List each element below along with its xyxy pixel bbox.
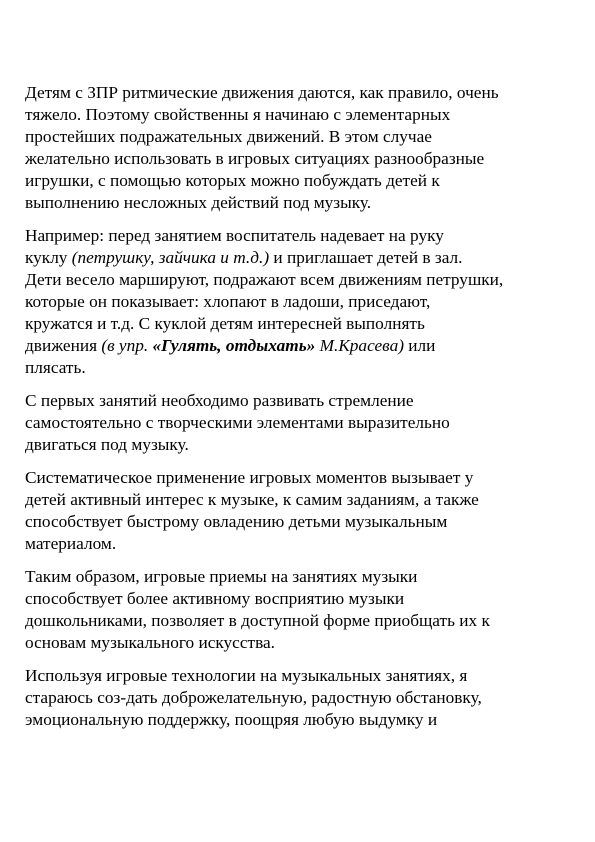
text-run: простейших подражательных движений. В этом случае bbox=[25, 127, 432, 146]
text-run: двигаться под музыку. bbox=[25, 435, 189, 454]
text-run: игрушки, с помощью которых можно побуждать детей к bbox=[25, 171, 440, 190]
text-run: стараюсь соз-дать доброжелательную, радостную обстановку, bbox=[25, 688, 482, 707]
text-run: основам музыкального искусства. bbox=[25, 633, 275, 652]
text-line bbox=[25, 192, 581, 214]
text-run: самостоятельно с творческими элементами выразительно bbox=[25, 413, 450, 432]
text-run: Детям с ЗПР ритмические движения даются, как правило, очень bbox=[25, 83, 499, 102]
text-line bbox=[25, 467, 581, 489]
text-line bbox=[25, 588, 581, 610]
text-run: плясать. bbox=[25, 358, 86, 377]
text-run: выполнению несложных действий под музыку. bbox=[25, 193, 372, 212]
text-run: тяжело. Поэтому свойственны я начинаю с элементарных bbox=[25, 105, 451, 124]
text-run: дошкольниками, позволяет в доступной форме приобщать их к bbox=[25, 611, 490, 630]
text-line bbox=[25, 665, 581, 687]
text-run: Например: перед занятием воспитатель надевает на руку bbox=[25, 226, 444, 245]
text-run: или bbox=[403, 336, 436, 355]
text-run: которые он показывает: хлопают в ладоши, приседают, bbox=[25, 292, 431, 311]
emphasized-text: (петрушку, зайчика и т.д.) bbox=[71, 248, 270, 267]
paragraph bbox=[25, 82, 581, 214]
paragraph bbox=[25, 390, 581, 456]
text-line bbox=[25, 533, 581, 555]
text-run: куклу bbox=[25, 248, 72, 267]
text-run: детей активный интерес к музыке, к самим заданиям, а также bbox=[25, 490, 479, 509]
text-run: Используя игровые технологии на музыкальных занятиях, я bbox=[25, 666, 468, 685]
text-line bbox=[25, 511, 581, 533]
text-line bbox=[25, 335, 581, 357]
emphasized-text: (в упр. bbox=[101, 336, 153, 355]
text-run: движения bbox=[25, 336, 102, 355]
emphasized-text: М.Красева) bbox=[315, 336, 404, 355]
text-line bbox=[25, 170, 581, 192]
text-line bbox=[25, 148, 581, 170]
emphasized-text: «Гулять, отдыхать» bbox=[152, 336, 316, 355]
text-run: способствует быстрому овладению детьми музыкальным bbox=[25, 512, 448, 531]
text-run: Систематическое применение игровых моментов вызывает у bbox=[25, 468, 474, 487]
text-line bbox=[25, 225, 581, 247]
text-line bbox=[25, 269, 581, 291]
text-line bbox=[25, 357, 581, 379]
document-body bbox=[25, 82, 581, 731]
text-line bbox=[25, 709, 581, 731]
text-line bbox=[25, 104, 581, 126]
text-line bbox=[25, 291, 581, 313]
text-line bbox=[25, 82, 581, 104]
text-line bbox=[25, 390, 581, 412]
paragraph bbox=[25, 566, 581, 654]
text-run: способствует более активному восприятию музыки bbox=[25, 589, 405, 608]
text-line bbox=[25, 566, 581, 588]
text-run: и приглашает детей в зал. bbox=[269, 248, 463, 267]
text-line bbox=[25, 632, 581, 654]
text-line bbox=[25, 313, 581, 335]
text-run: Таким образом, игровые приемы на занятиях музыки bbox=[25, 567, 418, 586]
text-run: материалом. bbox=[25, 534, 117, 553]
paragraph bbox=[25, 467, 581, 555]
text-run: Дети весело маршируют, подражают всем движениям петрушки, bbox=[25, 270, 504, 289]
text-line bbox=[25, 247, 581, 269]
text-line bbox=[25, 489, 581, 511]
text-line bbox=[25, 126, 581, 148]
text-run: С первых занятий необходимо развивать стремление bbox=[25, 391, 414, 410]
text-line bbox=[25, 610, 581, 632]
text-run: эмоциональную поддержку, поощряя любую выдумку и bbox=[25, 710, 438, 729]
text-line bbox=[25, 687, 581, 709]
text-run: желательно использовать в игровых ситуациях разнообразные bbox=[25, 149, 485, 168]
paragraph bbox=[25, 665, 581, 731]
text-run: кружатся и т.д. С куклой детям интересней выполнять bbox=[25, 314, 425, 333]
text-line bbox=[25, 434, 581, 456]
paragraph bbox=[25, 225, 581, 379]
text-line bbox=[25, 412, 581, 434]
